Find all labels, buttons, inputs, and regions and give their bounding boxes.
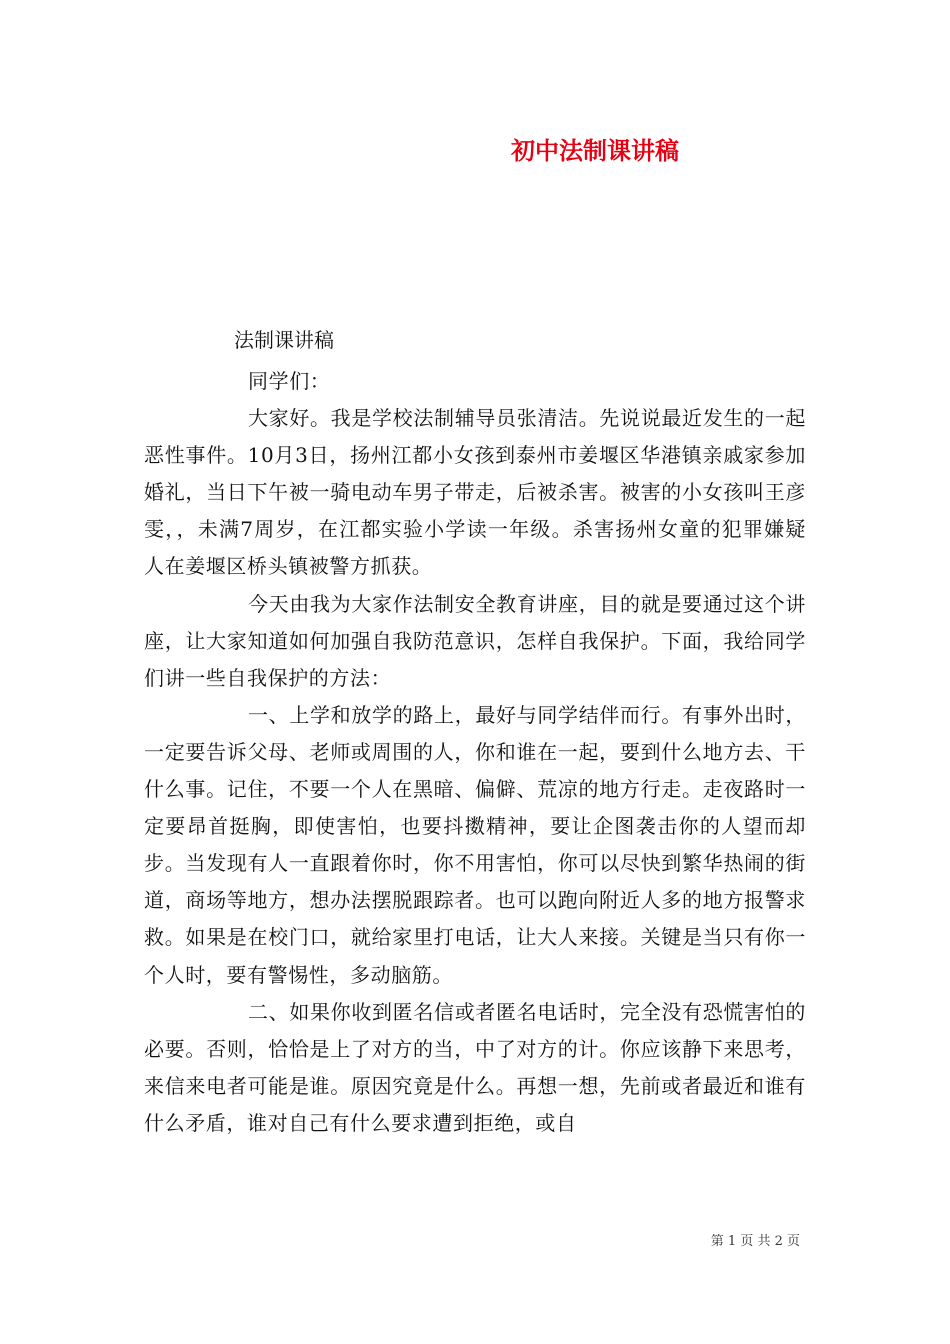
document-title: 初中法制课讲稿	[511, 136, 679, 165]
paragraph-4: 二、如果你收到匿名信或者匿名电话时，完全没有恐慌害怕的必要。否则，恰恰是上了对方的当，中了对方的计。你应该静下来思考，来信来电者可能是谁。原因究竟是什么。再想一想，先前或者最近和谁有什么矛盾，谁对自己有什么要求遭到拒绝，或自	[144, 999, 806, 1135]
document-subtitle: 法制课讲稿	[234, 328, 334, 352]
paragraph-2: 今天由我为大家作法制安全教育讲座，目的就是要通过这个讲座，让大家知道如何加强自我防范意识，怎样自我保护。下面，我给同学们讲一些自我保护的方法：	[144, 591, 806, 690]
paragraph-3: 一、上学和放学的路上，最好与同学结伴而行。有事外出时，一定要告诉父母、老师或周围的人，你和谁在一起，要到什么地方去、干什么事。记住，不要一个人在黑暗、偏僻、荒凉的地方行走。走夜路时一定要昂首挺胸，即使害怕，也要抖擞精神，要让企图袭击你的人望而却步。当发现有人一直跟着你时，你不用害怕，你可以尽快到繁华热闹的街道，商场等地方，想办法摆脱跟踪者。也可以跑向附近人多的地方报警求救。如果是在校门口，就给家里打电话，让大人来接。关键是当只有你一个人时，要有警惕性，多动脑筋。	[144, 702, 806, 987]
greeting: 同学们：	[248, 369, 331, 393]
document-body	[144, 363, 806, 1142]
paragraph-1: 大家好。我是学校法制辅导员张清洁。先说说最近发生的一起恶性事件。10月3日，扬州江都小女孩到泰州市姜堰区华港镇亲戚家参加婚礼，当日下午被一骑电动车男子带走，后被杀害。被害的小女孩叫王彦雯，，未满7周岁，在江都实验小学读一年级。杀害扬州女童的犯罪嫌疑人在姜堰区桥头镇被警方抓获。	[144, 406, 806, 579]
page-footer: 第 1 页 共 2 页	[710, 1234, 800, 1249]
